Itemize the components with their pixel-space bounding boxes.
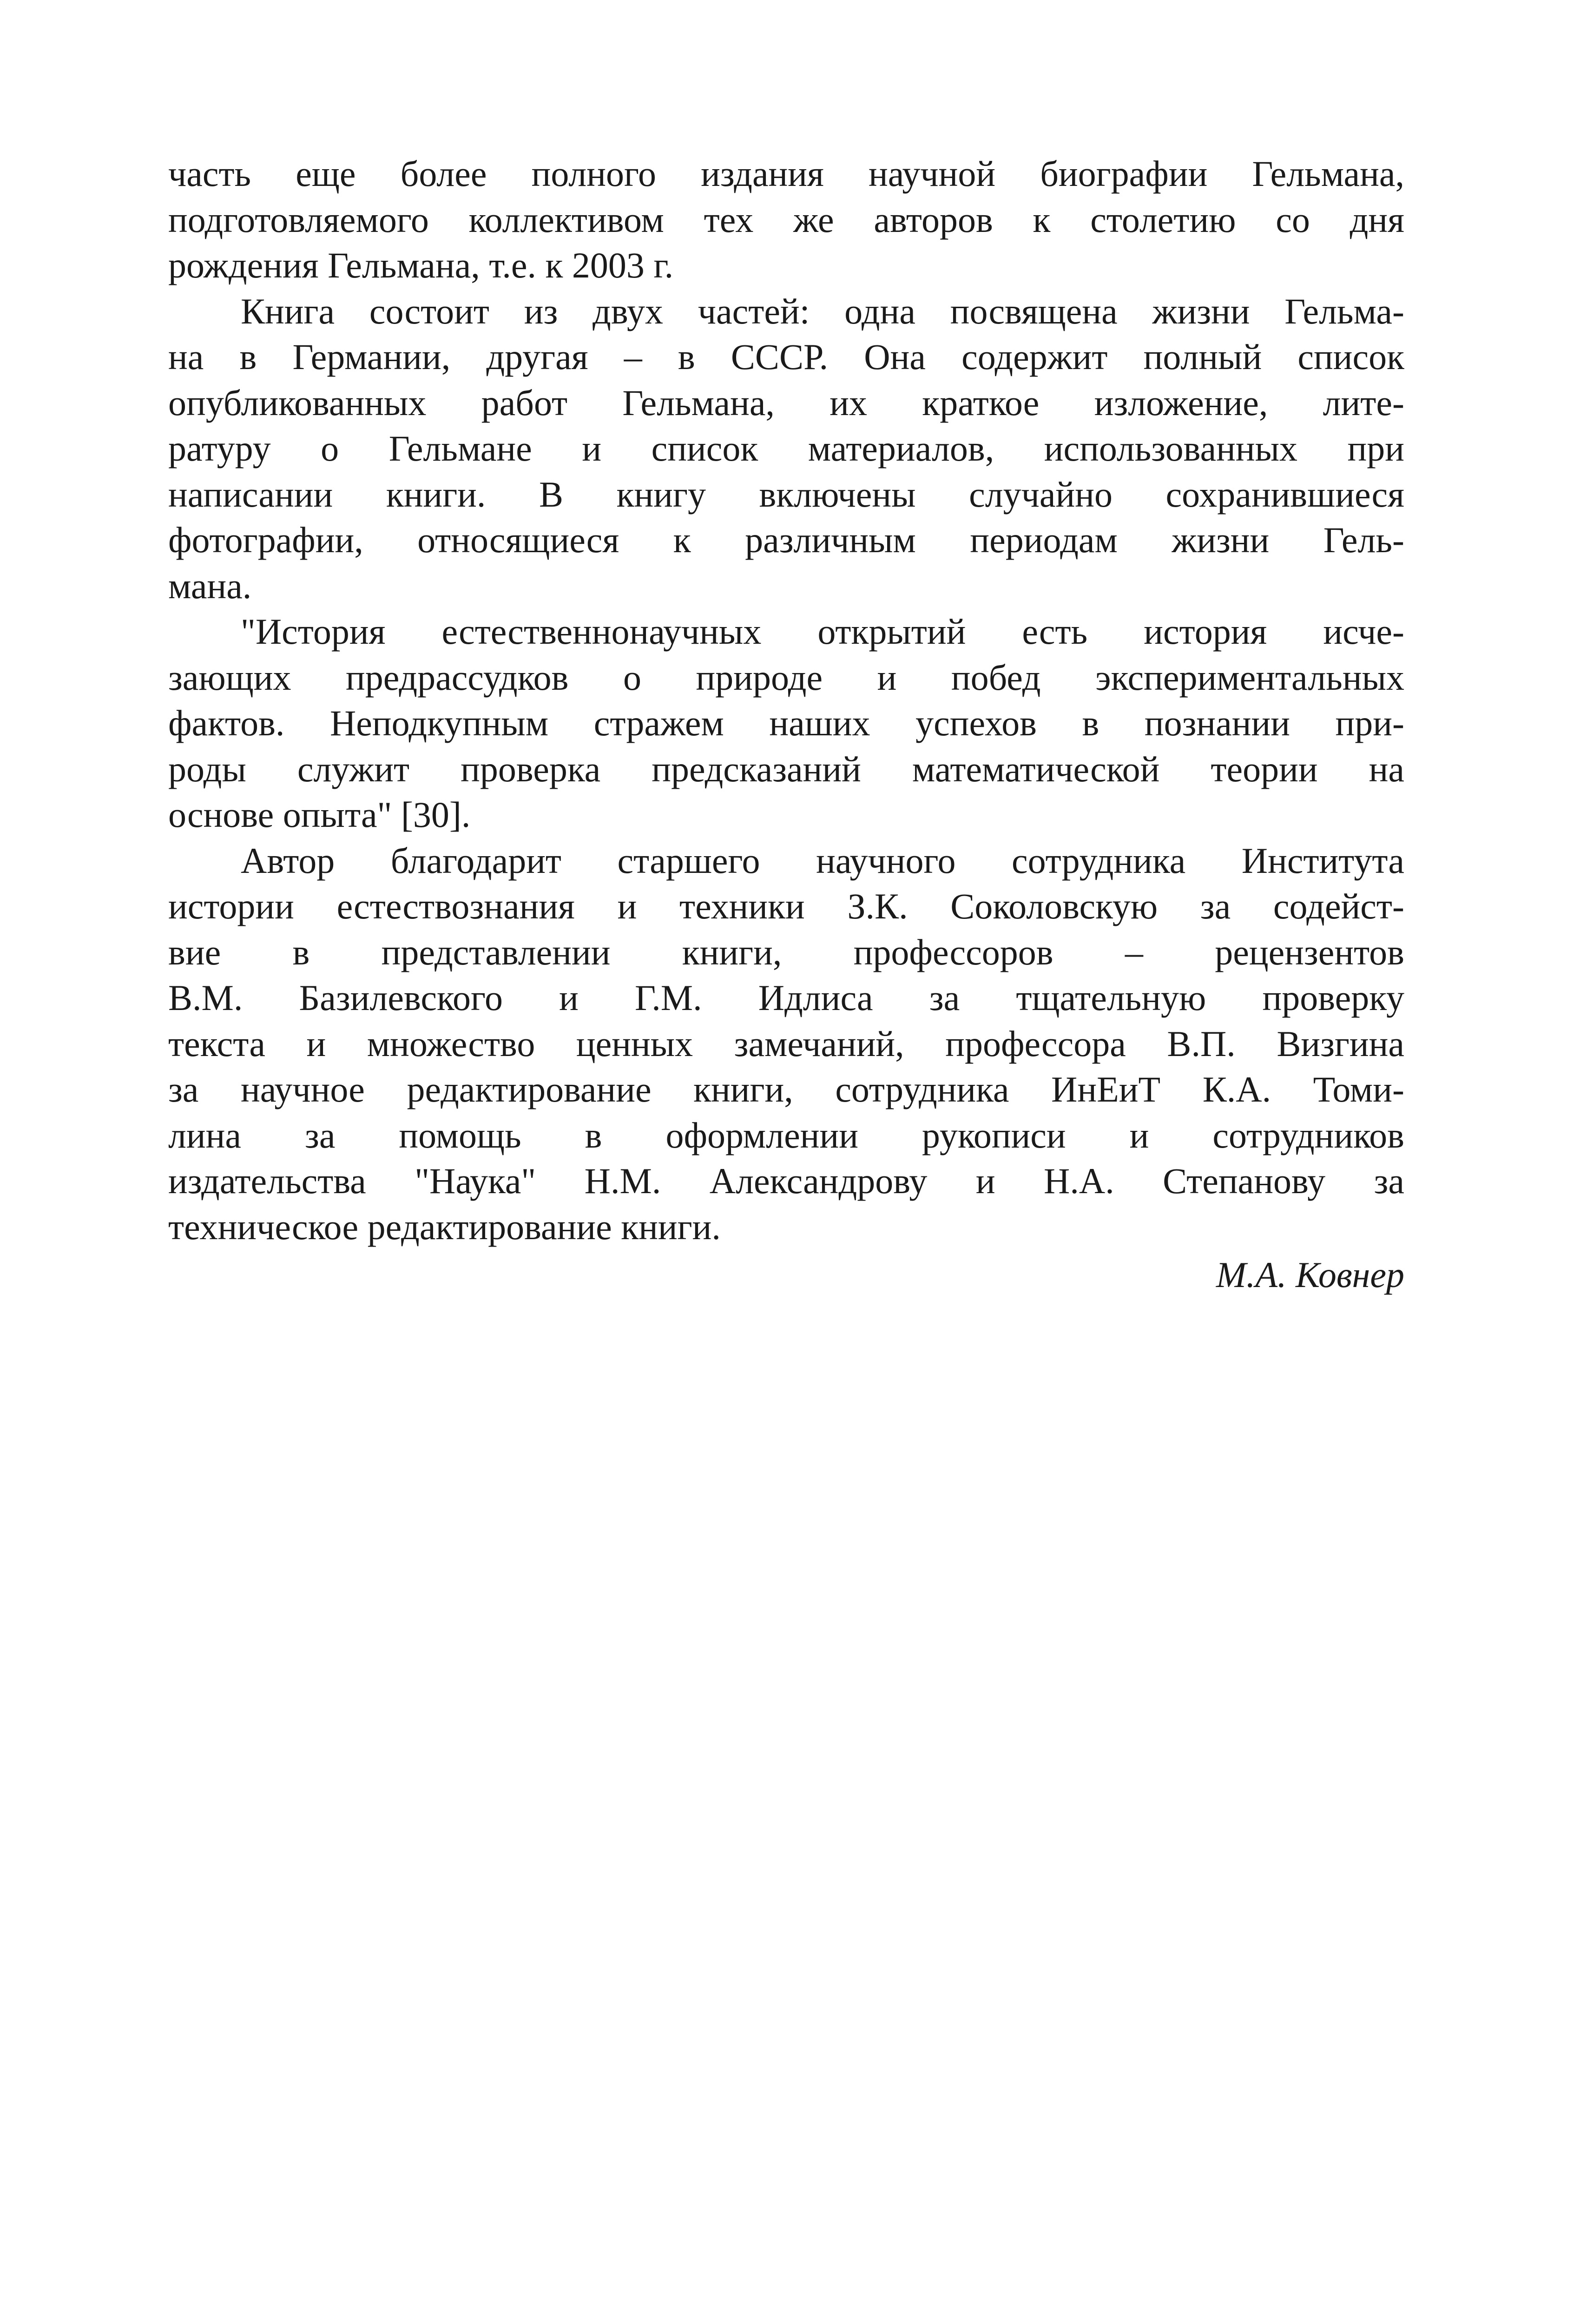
text-line: истории естествознания и техники З.К. Соколовскую за содейст-: [168, 886, 1404, 926]
text-line: Книга состоит из двух частей: одна посвящена жизни Гельма-: [241, 290, 1404, 331]
author-signature: М.А. Ковнер: [1216, 1254, 1404, 1295]
body-text: [168, 151, 1404, 1250]
text-line: мана.: [168, 565, 252, 606]
text-line: основе опыта" [30].: [168, 794, 471, 835]
text-line: издательства "Наука" Н.М. Александрову и Н.А. Степанову за: [168, 1161, 1404, 1201]
text-line: фотографии, относящиеся к различным периодам жизни Гель-: [168, 520, 1404, 560]
text-line: техническое редактирование книги.: [168, 1206, 721, 1247]
text-line: ратуру о Гельмане и список материалов, использованных при: [168, 428, 1404, 469]
text-line: написании книги. В книгу включены случайно сохранившиеся: [168, 474, 1404, 515]
text-line: фактов. Неподкупным стражем наших успехов в познании при-: [168, 703, 1404, 743]
text-line: роды служит проверка предсказаний математической теории на: [168, 748, 1404, 789]
text-line: Автор благодарит старшего научного сотрудника Института: [241, 840, 1404, 881]
text-line: В.М. Базилевского и Г.М. Идлиса за тщательную проверку: [168, 977, 1404, 1018]
text-line: лина за помощь в оформлении рукописи и сотрудников: [168, 1115, 1404, 1155]
text-line: зающих предрассудков о природе и побед экспериментальных: [168, 657, 1404, 698]
text-line: на в Германии, другая – в СССР. Она содержит полный список: [168, 337, 1404, 377]
text-line: часть еще более полного издания научной биографии Гельмана,: [168, 153, 1404, 194]
text-line: "История естественнонаучных открытий есть история исче-: [241, 611, 1404, 652]
text-line: текста и множество ценных замечаний, профессора В.П. Визгина: [168, 1023, 1404, 1064]
text-line: вие в представлении книги, профессоров – рецензентов: [168, 931, 1404, 972]
text-line: за научное редактирование книги, сотрудника ИнЕиТ К.А. Томи-: [168, 1069, 1404, 1109]
text-line: рождения Гельмана, т.е. к 2003 г.: [168, 245, 674, 285]
text-line: подготовляемого коллективом тех же авторов к столетию со дня: [168, 199, 1404, 240]
text-line: опубликованных работ Гельмана, их краткое изложение, лите-: [168, 382, 1404, 423]
